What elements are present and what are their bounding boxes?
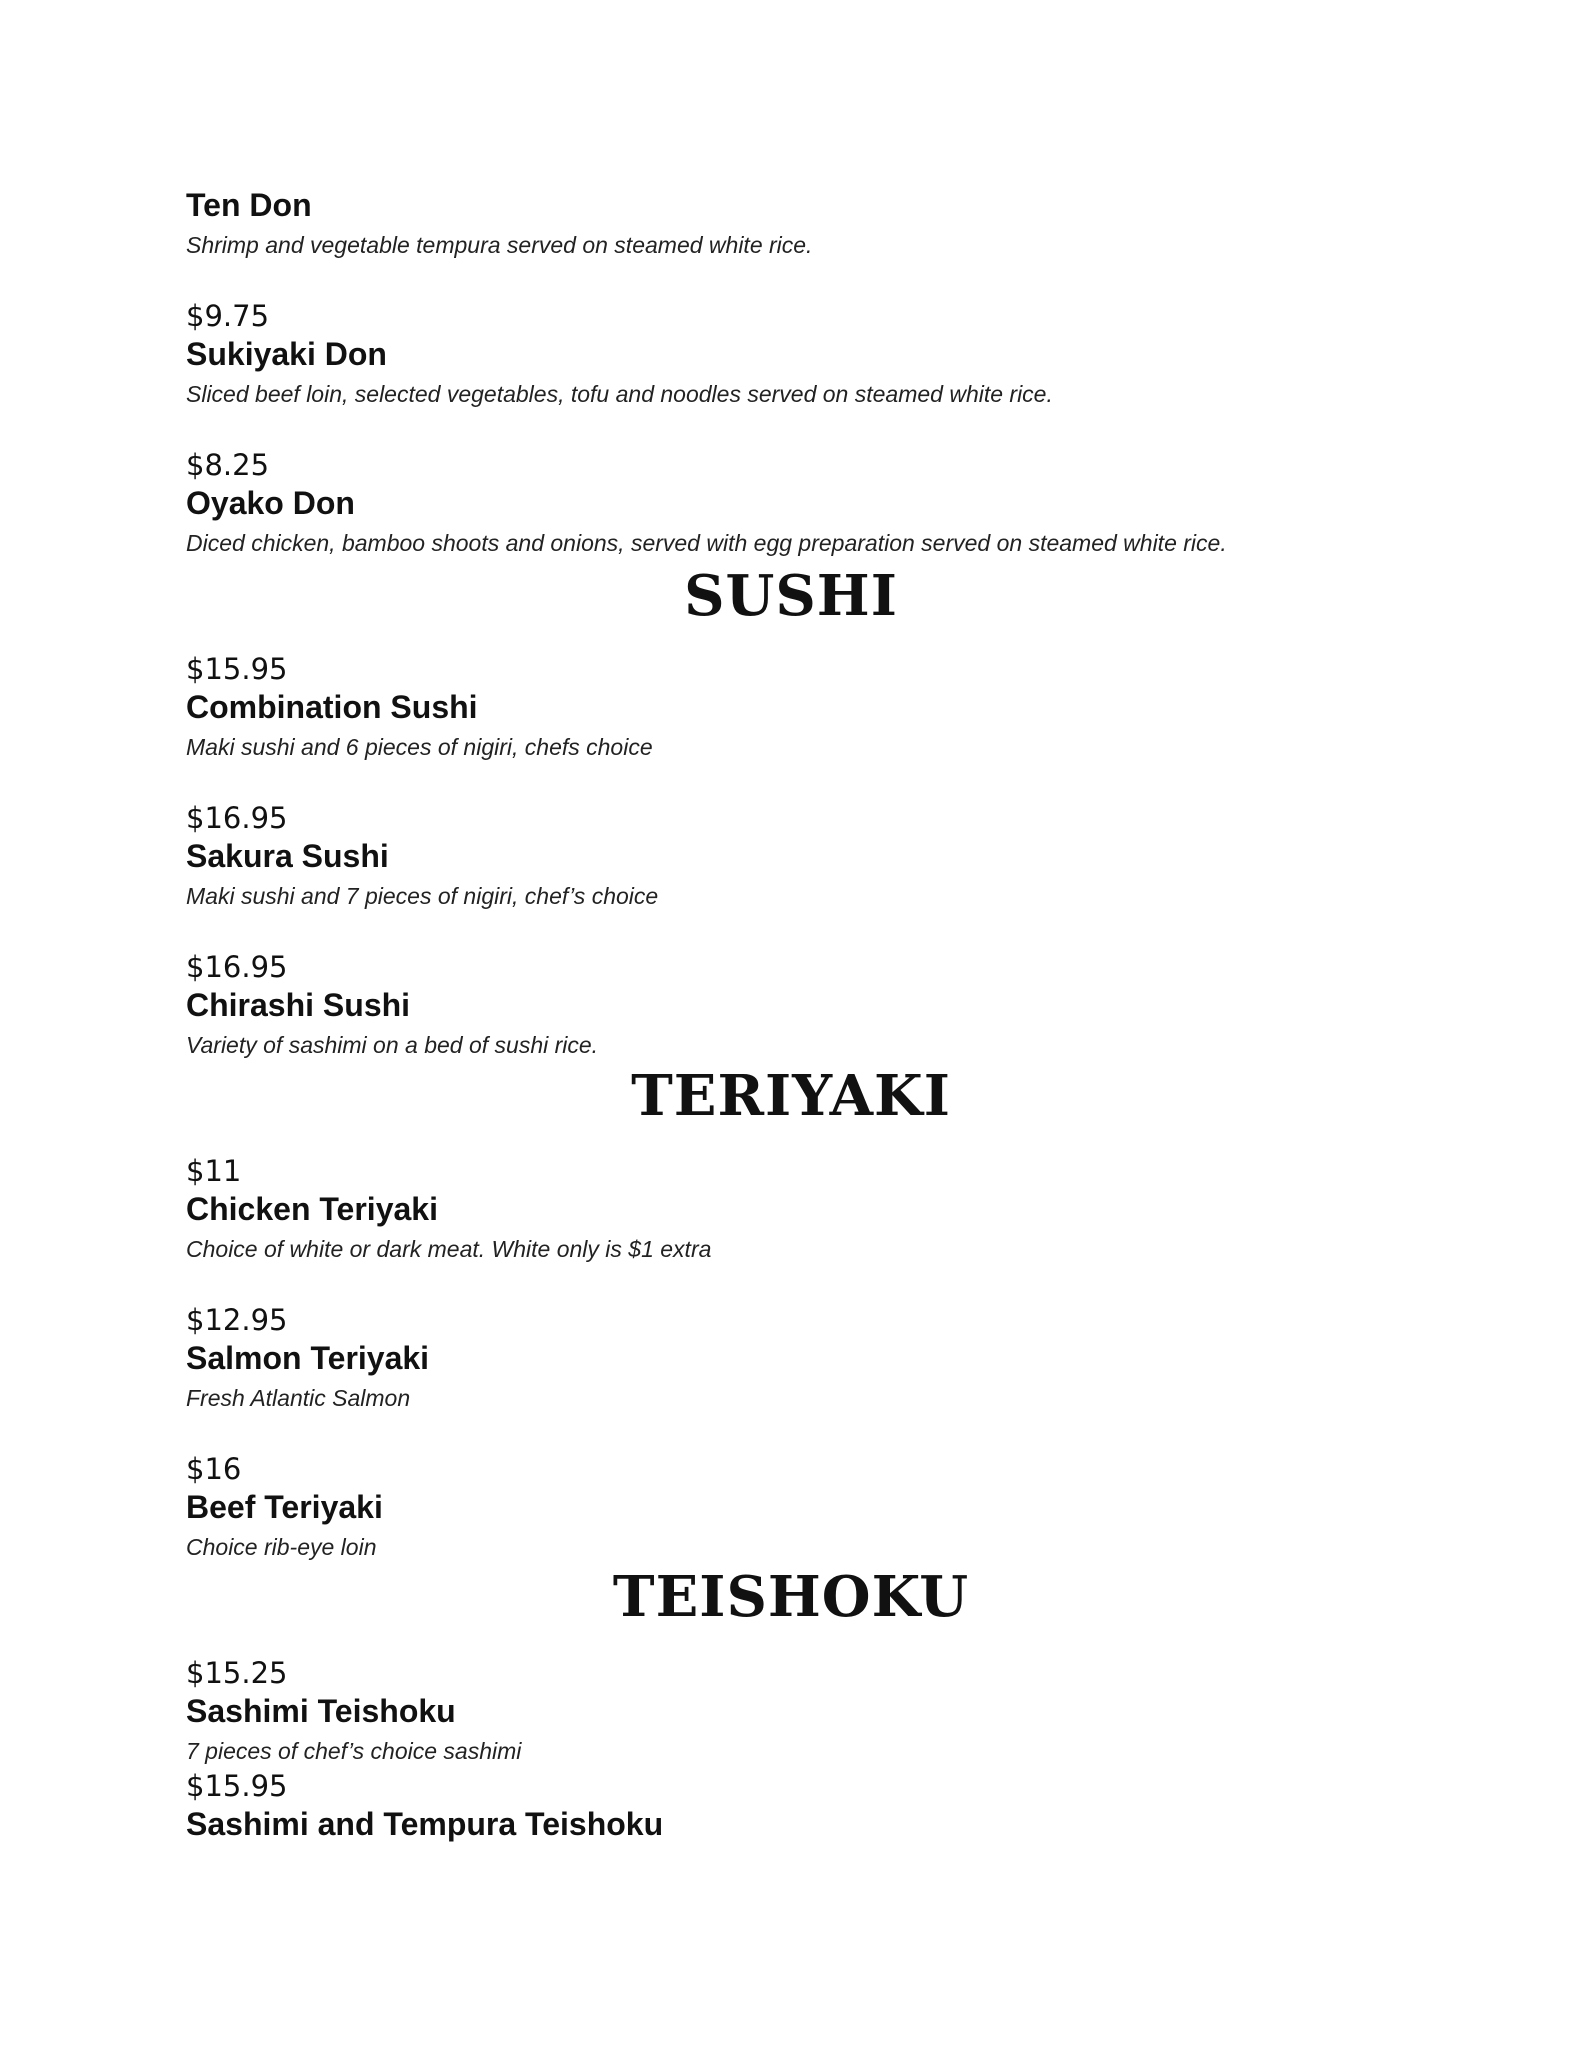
item-description: 7 pieces of chef’s choice sashimi (186, 1738, 522, 1764)
item-name: Beef Teriyaki (186, 1489, 383, 1525)
item-description: Maki sushi and 6 pieces of nigiri, chefs choice (186, 734, 653, 760)
item-price: $15.25 (186, 1656, 288, 1690)
item-description: Diced chicken, bamboo shoots and onions, served with egg preparation served on steamed white rice. (186, 530, 1227, 556)
item-description: Fresh Atlantic Salmon (186, 1385, 411, 1411)
item-name: Combination Sushi (186, 689, 478, 725)
section-title-teishoku: TEISHOKU (612, 1564, 970, 1630)
item-name: Sashimi Teishoku (186, 1693, 456, 1729)
item-name: Salmon Teriyaki (186, 1340, 430, 1376)
item-name: Sukiyaki Don (186, 336, 387, 372)
item-name: Sakura Sushi (186, 838, 389, 874)
item-description: Choice rib-eye loin (186, 1534, 377, 1560)
item-name: Oyako Don (186, 485, 355, 521)
item-price: $15.95 (186, 652, 288, 686)
item-description: Maki sushi and 7 pieces of nigiri, chef’s choice (186, 883, 659, 909)
item-price: $11 (186, 1154, 242, 1188)
item-price: $16 (186, 1452, 242, 1486)
item-name: Chirashi Sushi (186, 987, 411, 1023)
item-price: $15.95 (186, 1769, 288, 1803)
item-name: Chicken Teriyaki (186, 1191, 438, 1227)
item-price: $16.95 (186, 950, 288, 984)
item-description: Variety of sashimi on a bed of sushi rice. (186, 1032, 599, 1058)
item-price: $12.95 (186, 1303, 288, 1337)
item-description: Choice of white or dark meat. White only is $1 extra (186, 1236, 712, 1262)
item-price: $9.75 (186, 299, 270, 333)
section-title-sushi: SUSHI (684, 563, 898, 629)
item-name: Ten Don (186, 187, 312, 223)
section-title-teriyaki: TERIYAKI (631, 1063, 951, 1129)
item-description: Sliced beef loin, selected vegetables, tofu and noodles served on steamed white rice. (186, 381, 1053, 407)
item-name: Sashimi and Tempura Teishoku (186, 1806, 664, 1842)
item-price: $16.95 (186, 801, 288, 835)
item-price: $8.25 (186, 448, 270, 482)
item-description: Shrimp and vegetable tempura served on steamed white rice. (186, 232, 813, 258)
